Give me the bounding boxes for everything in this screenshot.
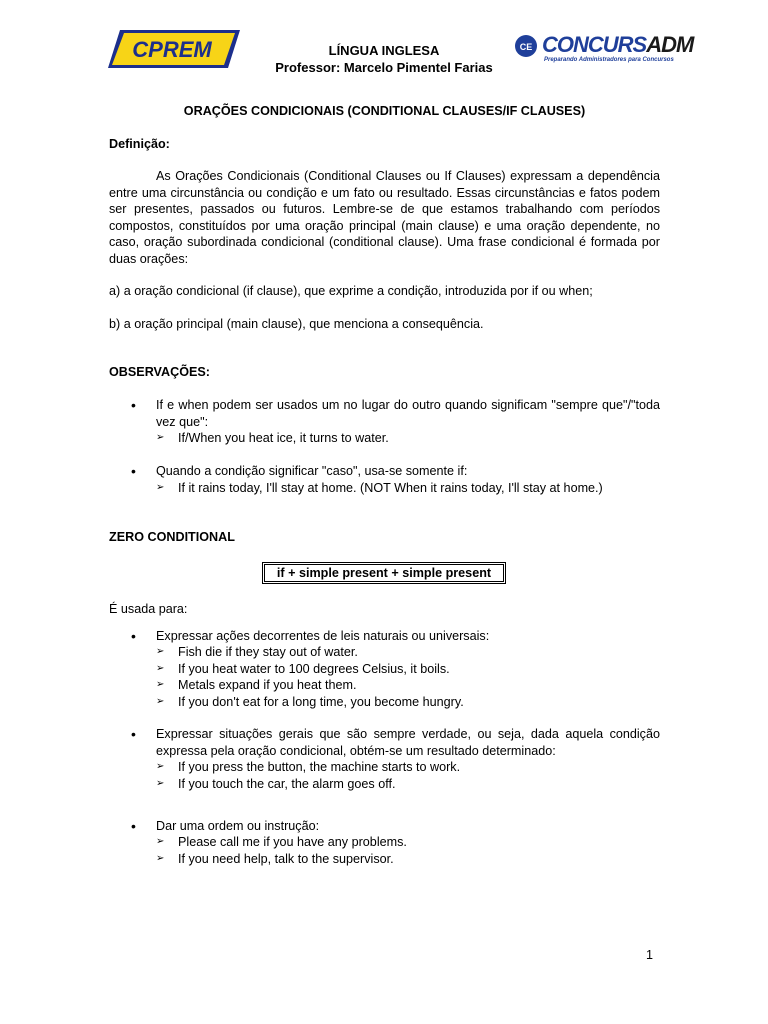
- usage-label: É usada para:: [109, 602, 188, 616]
- bullet-icon: •: [131, 463, 136, 479]
- definition-paragraph: As Orações Condicionais (Conditional Clauses ou If Clauses) expressam a dependência entre uma circunstância ou condição e um fato ou resultado. Essas circunstâncias e fatos podem ser presentes, passados ou futuros. Lembre-se de que estamos trabalhando com períodos compostos, constituídos por uma oração principal (main clause) e uma oração dependente, no caso, oração subordinada condicional (conditional clause). Uma frase condicional é formada por duas orações:: [109, 169, 660, 266]
- observations-label: OBSERVAÇÕES:: [109, 365, 211, 379]
- document-header: [234, 42, 534, 76]
- zero-conditional-label: ZERO CONDITIONAL: [109, 530, 235, 544]
- concursadm-logo: [514, 32, 694, 68]
- bullet-icon: •: [131, 818, 136, 834]
- arrow-icon: ➢: [156, 646, 165, 657]
- observation-example: If/When you heat ice, it turns to water.: [178, 431, 389, 445]
- professor-name: Professor: Marcelo Pimentel Farias: [275, 60, 493, 75]
- cprem-logo: [108, 30, 240, 68]
- usage-example: Please call me if you have any problems.: [178, 835, 407, 849]
- bullet-icon: •: [131, 628, 136, 644]
- logo-word: CONCURS: [542, 32, 647, 57]
- definition-label: Definição:: [109, 137, 170, 151]
- arrow-icon: ➢: [156, 761, 165, 772]
- observation-text: Quando a condição significar "caso", usa-se somente if:: [156, 464, 468, 478]
- logo-tagline: Preparando Administradores para Concursos: [544, 57, 674, 63]
- logo-word-accent: ADM: [646, 32, 694, 57]
- usage-text: Expressar situações gerais que são sempre verdade, ou seja, dada aquela condição expressa pela oração condicional, obtém-se um resultado determinado:: [156, 727, 660, 758]
- usage-example: If you don't eat for a long time, you become hungry.: [178, 695, 464, 709]
- arrow-icon: ➢: [156, 679, 165, 690]
- arrow-icon: ➢: [156, 778, 165, 789]
- cprem-logo-text: CPREM: [132, 37, 212, 62]
- bullet-icon: •: [131, 397, 136, 413]
- arrow-icon: ➢: [156, 663, 165, 674]
- item-b: b) a oração principal (main clause), que menciona a consequência.: [109, 317, 484, 331]
- page-number: 1: [646, 948, 654, 962]
- observation-example: If it rains today, I'll stay at home. (NOT When it rains today, I'll stay at home.): [178, 481, 603, 495]
- arrow-icon: ➢: [156, 432, 165, 443]
- usage-text: Dar uma ordem ou instrução:: [156, 819, 320, 833]
- formula-box: if + simple present + simple present: [262, 562, 506, 584]
- usage-example: If you heat water to 100 degrees Celsius, it boils.: [178, 662, 450, 676]
- usage-example: Metals expand if you heat them.: [178, 678, 357, 692]
- arrow-icon: ➢: [156, 482, 165, 493]
- bullet-icon: •: [131, 726, 136, 742]
- observation-text: If e when podem ser usados um no lugar do outro quando significam "sempre que"/"toda vez que":: [156, 398, 660, 429]
- logo-badge-text: CE: [519, 42, 533, 52]
- usage-example: If you touch the car, the alarm goes off.: [178, 777, 396, 791]
- usage-example: Fish die if they stay out of water.: [178, 645, 358, 659]
- globe-icon: [514, 34, 538, 58]
- usage-example: If you need help, talk to the supervisor.: [178, 852, 394, 866]
- arrow-icon: ➢: [156, 696, 165, 707]
- usage-text: Expressar ações decorrentes de leis naturais ou universais:: [156, 629, 490, 643]
- arrow-icon: ➢: [156, 853, 165, 864]
- usage-example: If you press the button, the machine starts to work.: [178, 760, 461, 774]
- page-title: ORAÇÕES CONDICIONAIS (CONDITIONAL CLAUSES/IF CLAUSES): [183, 104, 586, 118]
- course-title: LÍNGUA INGLESA: [328, 43, 440, 58]
- item-a: a) a oração condicional (if clause), que exprime a condição, introduzida por if ou when;: [109, 284, 593, 298]
- arrow-icon: ➢: [156, 836, 165, 847]
